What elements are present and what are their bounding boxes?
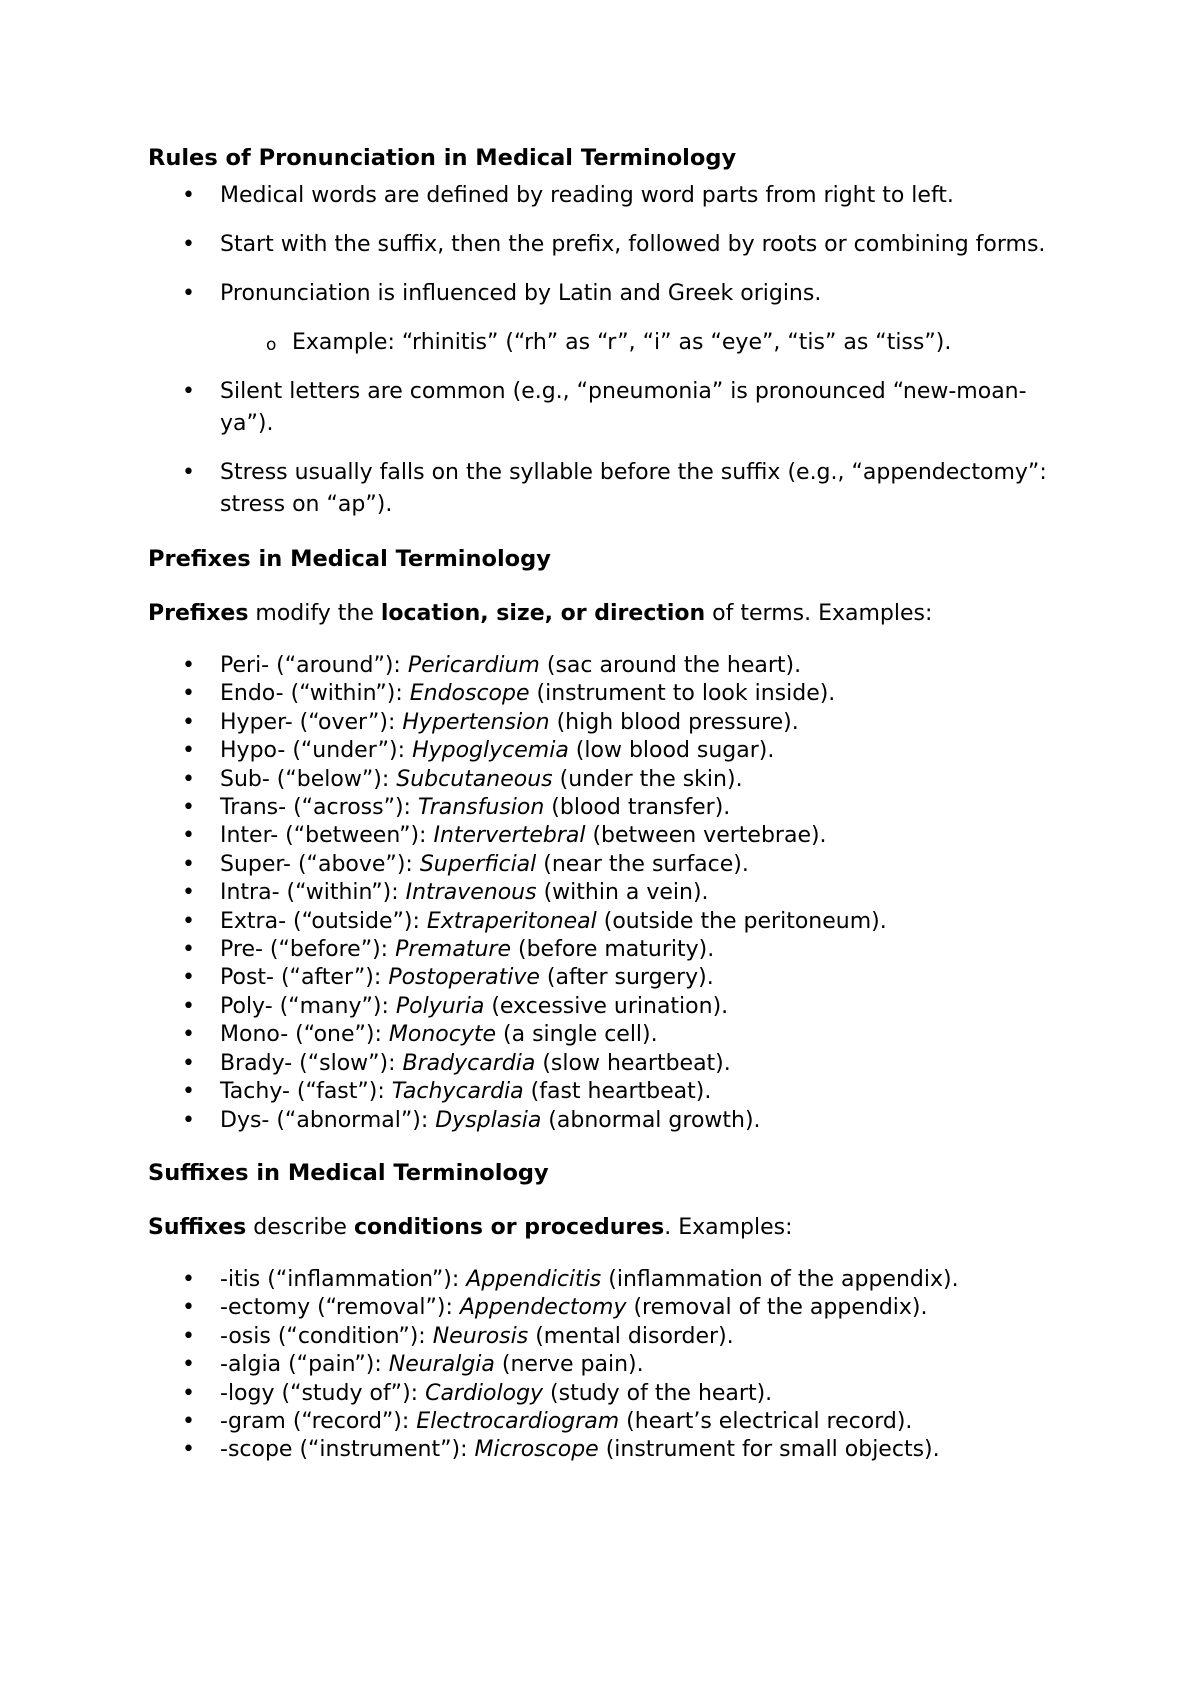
example-label: -algia (“pain”): (220, 1352, 389, 1378)
intro-bold-phrase: location, size, or direction (380, 601, 706, 626)
list-item (148, 180, 1078, 212)
example-label: -osis (“condition”): (220, 1323, 433, 1349)
list-item (148, 1323, 1078, 1351)
example-description: (abnormal growth). (541, 1107, 761, 1133)
intro-text: of terms. Examples: (705, 601, 933, 626)
example-label: Endo- (“within”): (220, 681, 410, 707)
list-item (148, 457, 1078, 521)
example-description: (excessive urination). (484, 993, 729, 1019)
example-term: Superficial (419, 851, 537, 877)
list-item (148, 936, 1078, 964)
example-label: -gram (“record”): (220, 1408, 417, 1434)
example-description: (removal of the appendix). (626, 1295, 928, 1321)
bullet-icon: • (182, 1408, 195, 1434)
example-term: Extraperitoneal (426, 908, 597, 934)
intro-text: describe (246, 1214, 354, 1240)
example-label: Peri- (“around”): (220, 653, 408, 678)
example-label: Super- (“above”): (220, 851, 420, 877)
example-label: Trans- (“across”): (220, 795, 418, 821)
example-term: Subcutaneous (396, 766, 553, 792)
example-term: Pericardium (407, 653, 540, 678)
example-label: Hyper- (“over”): (220, 709, 403, 735)
example-description: (between vertebrae). (585, 823, 827, 849)
suffixes-section (148, 1157, 1078, 1465)
bullet-icon: • (182, 232, 195, 257)
list-item (148, 229, 1078, 261)
example-description: (near the surface). (536, 851, 749, 877)
sub-list (220, 327, 1078, 359)
bullet-icon: • (182, 653, 195, 678)
bullet-icon: • (182, 1079, 195, 1105)
bullet-icon: • (182, 851, 195, 877)
example-label: -itis (“inflammation”): (220, 1266, 467, 1292)
example-label: Brady- (“slow”): (220, 1050, 403, 1076)
pronunciation-rules-list (148, 180, 1078, 521)
document-content (148, 142, 1078, 1465)
example-description: (after surgery). (539, 965, 714, 991)
list-item (148, 879, 1078, 907)
prefix-examples-list (148, 652, 1078, 1135)
example-label: -ectomy (“removal”): (220, 1295, 460, 1321)
list-item (148, 1266, 1078, 1294)
example-label: Inter- (“between”): (220, 823, 434, 849)
example-description: (fast heartbeat). (523, 1079, 712, 1105)
intro-bold-term: Suffixes (148, 1214, 247, 1240)
sub-list-item (220, 327, 1078, 359)
example-term: Neuralgia (388, 1352, 495, 1378)
bullet-icon: • (182, 795, 195, 821)
bullet-icon: • (182, 1107, 195, 1133)
bullet-icon: • (182, 766, 195, 792)
bullet-icon: • (182, 908, 195, 934)
section-heading-pronunciation: Rules of Pronunciation in Medical Terminology (148, 145, 737, 171)
bullet-icon: • (182, 965, 195, 991)
list-item (148, 1021, 1078, 1049)
example-description: (instrument to look inside). (529, 681, 836, 707)
bullet-icon: • (182, 823, 195, 849)
example-term: Cardiology (425, 1380, 544, 1406)
example-label: Post- (“after”): (220, 965, 389, 991)
list-item (148, 822, 1078, 850)
example-term: Dysplasia (435, 1107, 542, 1133)
list-item (148, 1380, 1078, 1408)
example-description: (a single cell). (496, 1022, 658, 1048)
example-label: Intra- (“within”): (220, 880, 406, 906)
example-term: Intravenous (405, 880, 537, 906)
example-term: Postoperative (388, 965, 540, 991)
intro-bold-term: Prefixes (148, 601, 249, 626)
example-description: (mental disorder). (528, 1323, 734, 1349)
example-term: Premature (395, 937, 511, 963)
example-description: (under the skin). (552, 766, 743, 792)
section-heading-prefixes: Prefixes in Medical Terminology (148, 546, 551, 572)
example-term: Hypoglycemia (412, 738, 569, 764)
bullet-icon: • (182, 709, 195, 735)
list-item (148, 1078, 1078, 1106)
bullet-icon: • (182, 1437, 195, 1463)
intro-text: modify the (248, 601, 381, 626)
list-item (148, 1107, 1078, 1135)
list-item (148, 709, 1078, 737)
intro-bold-phrase: conditions or procedures (353, 1214, 665, 1240)
prefixes-section (148, 543, 1078, 1135)
example-term: Intervertebral (433, 823, 586, 849)
list-item (148, 964, 1078, 992)
example-term: Appendicitis (466, 1266, 602, 1292)
example-description: (outside the peritoneum). (596, 908, 887, 934)
example-term: Appendectomy (459, 1295, 627, 1321)
list-item (148, 652, 1078, 680)
bullet-icon: • (182, 1380, 195, 1406)
example-description: (nerve pain). (494, 1352, 644, 1378)
list-item (148, 737, 1078, 765)
example-description: (instrument for small objects). (598, 1437, 940, 1463)
bullet-icon: • (182, 681, 195, 707)
section-heading-suffixes: Suffixes in Medical Terminology (148, 1159, 549, 1186)
intro-text: . Examples: (664, 1214, 793, 1240)
bullet-icon: • (182, 937, 195, 963)
example-text: Example: “rhinitis” (“rh” as “r”, “i” as “eye”, “tis” as “tiss”). (292, 330, 952, 355)
list-item (148, 794, 1078, 822)
example-description: (low blood sugar). (568, 738, 775, 764)
example-term: Monocyte (388, 1022, 497, 1048)
example-label: Hypo- (“under”): (220, 738, 413, 764)
list-item (148, 1408, 1078, 1436)
example-description: (study of the heart). (543, 1380, 773, 1406)
example-label: Mono- (“one”): (220, 1022, 389, 1048)
example-label: Dys- (“abnormal”): (220, 1107, 436, 1133)
example-label: Tachy- (“fast”): (220, 1079, 392, 1105)
list-item (148, 1294, 1078, 1322)
example-description: (high blood pressure). (549, 709, 799, 735)
example-description: (sac around the heart). (539, 653, 802, 678)
bullet-icon: • (182, 1295, 195, 1321)
example-description: (slow heartbeat). (535, 1050, 731, 1076)
list-item (148, 851, 1078, 879)
bullet-icon: • (182, 1050, 195, 1076)
list-item (148, 1436, 1078, 1464)
example-description: (before maturity). (511, 937, 715, 963)
example-term: Polyuria (395, 993, 485, 1019)
example-label: Poly- (“many”): (220, 993, 396, 1019)
example-description: (heart’s electrical record). (619, 1408, 913, 1434)
example-description: (blood transfer). (544, 795, 731, 821)
suffixes-intro (148, 1212, 1078, 1244)
bullet-icon: • (182, 379, 195, 404)
rule-text: Medical words are defined by reading word parts from right to left. (220, 183, 954, 208)
prefixes-intro (148, 598, 1078, 630)
example-label: -logy (“study of”): (220, 1380, 426, 1406)
bullet-icon: • (182, 281, 195, 306)
example-description: (inflammation of the appendix). (601, 1266, 959, 1292)
list-item (148, 376, 1078, 440)
list-item (148, 680, 1078, 708)
example-label: -scope (“instrument”): (220, 1437, 475, 1463)
rule-text: Start with the suffix, then the prefix, followed by roots or combining forms. (220, 232, 1046, 257)
example-term: Electrocardiogram (416, 1408, 620, 1434)
suffix-examples-list (148, 1266, 1078, 1465)
bullet-icon: • (182, 460, 195, 485)
list-item (148, 278, 1078, 359)
bullet-icon: • (182, 880, 195, 906)
list-item (148, 766, 1078, 794)
list-item (148, 1351, 1078, 1379)
example-term: Tachycardia (391, 1079, 524, 1105)
list-item (148, 993, 1078, 1021)
bullet-icon: • (182, 993, 195, 1019)
example-term: Hypertension (402, 709, 550, 735)
example-description: (within a vein). (536, 880, 709, 906)
bullet-icon: • (182, 1323, 195, 1349)
list-item (148, 1050, 1078, 1078)
example-term: Microscope (474, 1437, 599, 1463)
example-term: Transfusion (417, 795, 545, 821)
bullet-icon: • (182, 738, 195, 764)
example-label: Pre- (“before”): (220, 937, 396, 963)
example-label: Sub- (“below”): (220, 766, 397, 792)
example-label: Extra- (“outside”): (220, 908, 427, 934)
sub-bullet-icon: o (266, 335, 277, 355)
bullet-icon: • (182, 183, 195, 208)
example-term: Neurosis (432, 1323, 529, 1349)
bullet-icon: • (182, 1352, 195, 1378)
list-item (148, 908, 1078, 936)
bullet-icon: • (182, 1266, 195, 1292)
rule-text: Pronunciation is influenced by Latin and Greek origins. (220, 281, 822, 306)
example-term: Bradycardia (402, 1050, 536, 1076)
rule-text: Stress usually falls on the syllable before the suffix (e.g., “appendectomy”: stress on “ap”). (220, 460, 1047, 517)
rule-text: Silent letters are common (e.g., “pneumonia” is pronounced “new-moan-ya”). (220, 379, 1027, 436)
bullet-icon: • (182, 1022, 195, 1048)
example-term: Endoscope (409, 681, 530, 707)
